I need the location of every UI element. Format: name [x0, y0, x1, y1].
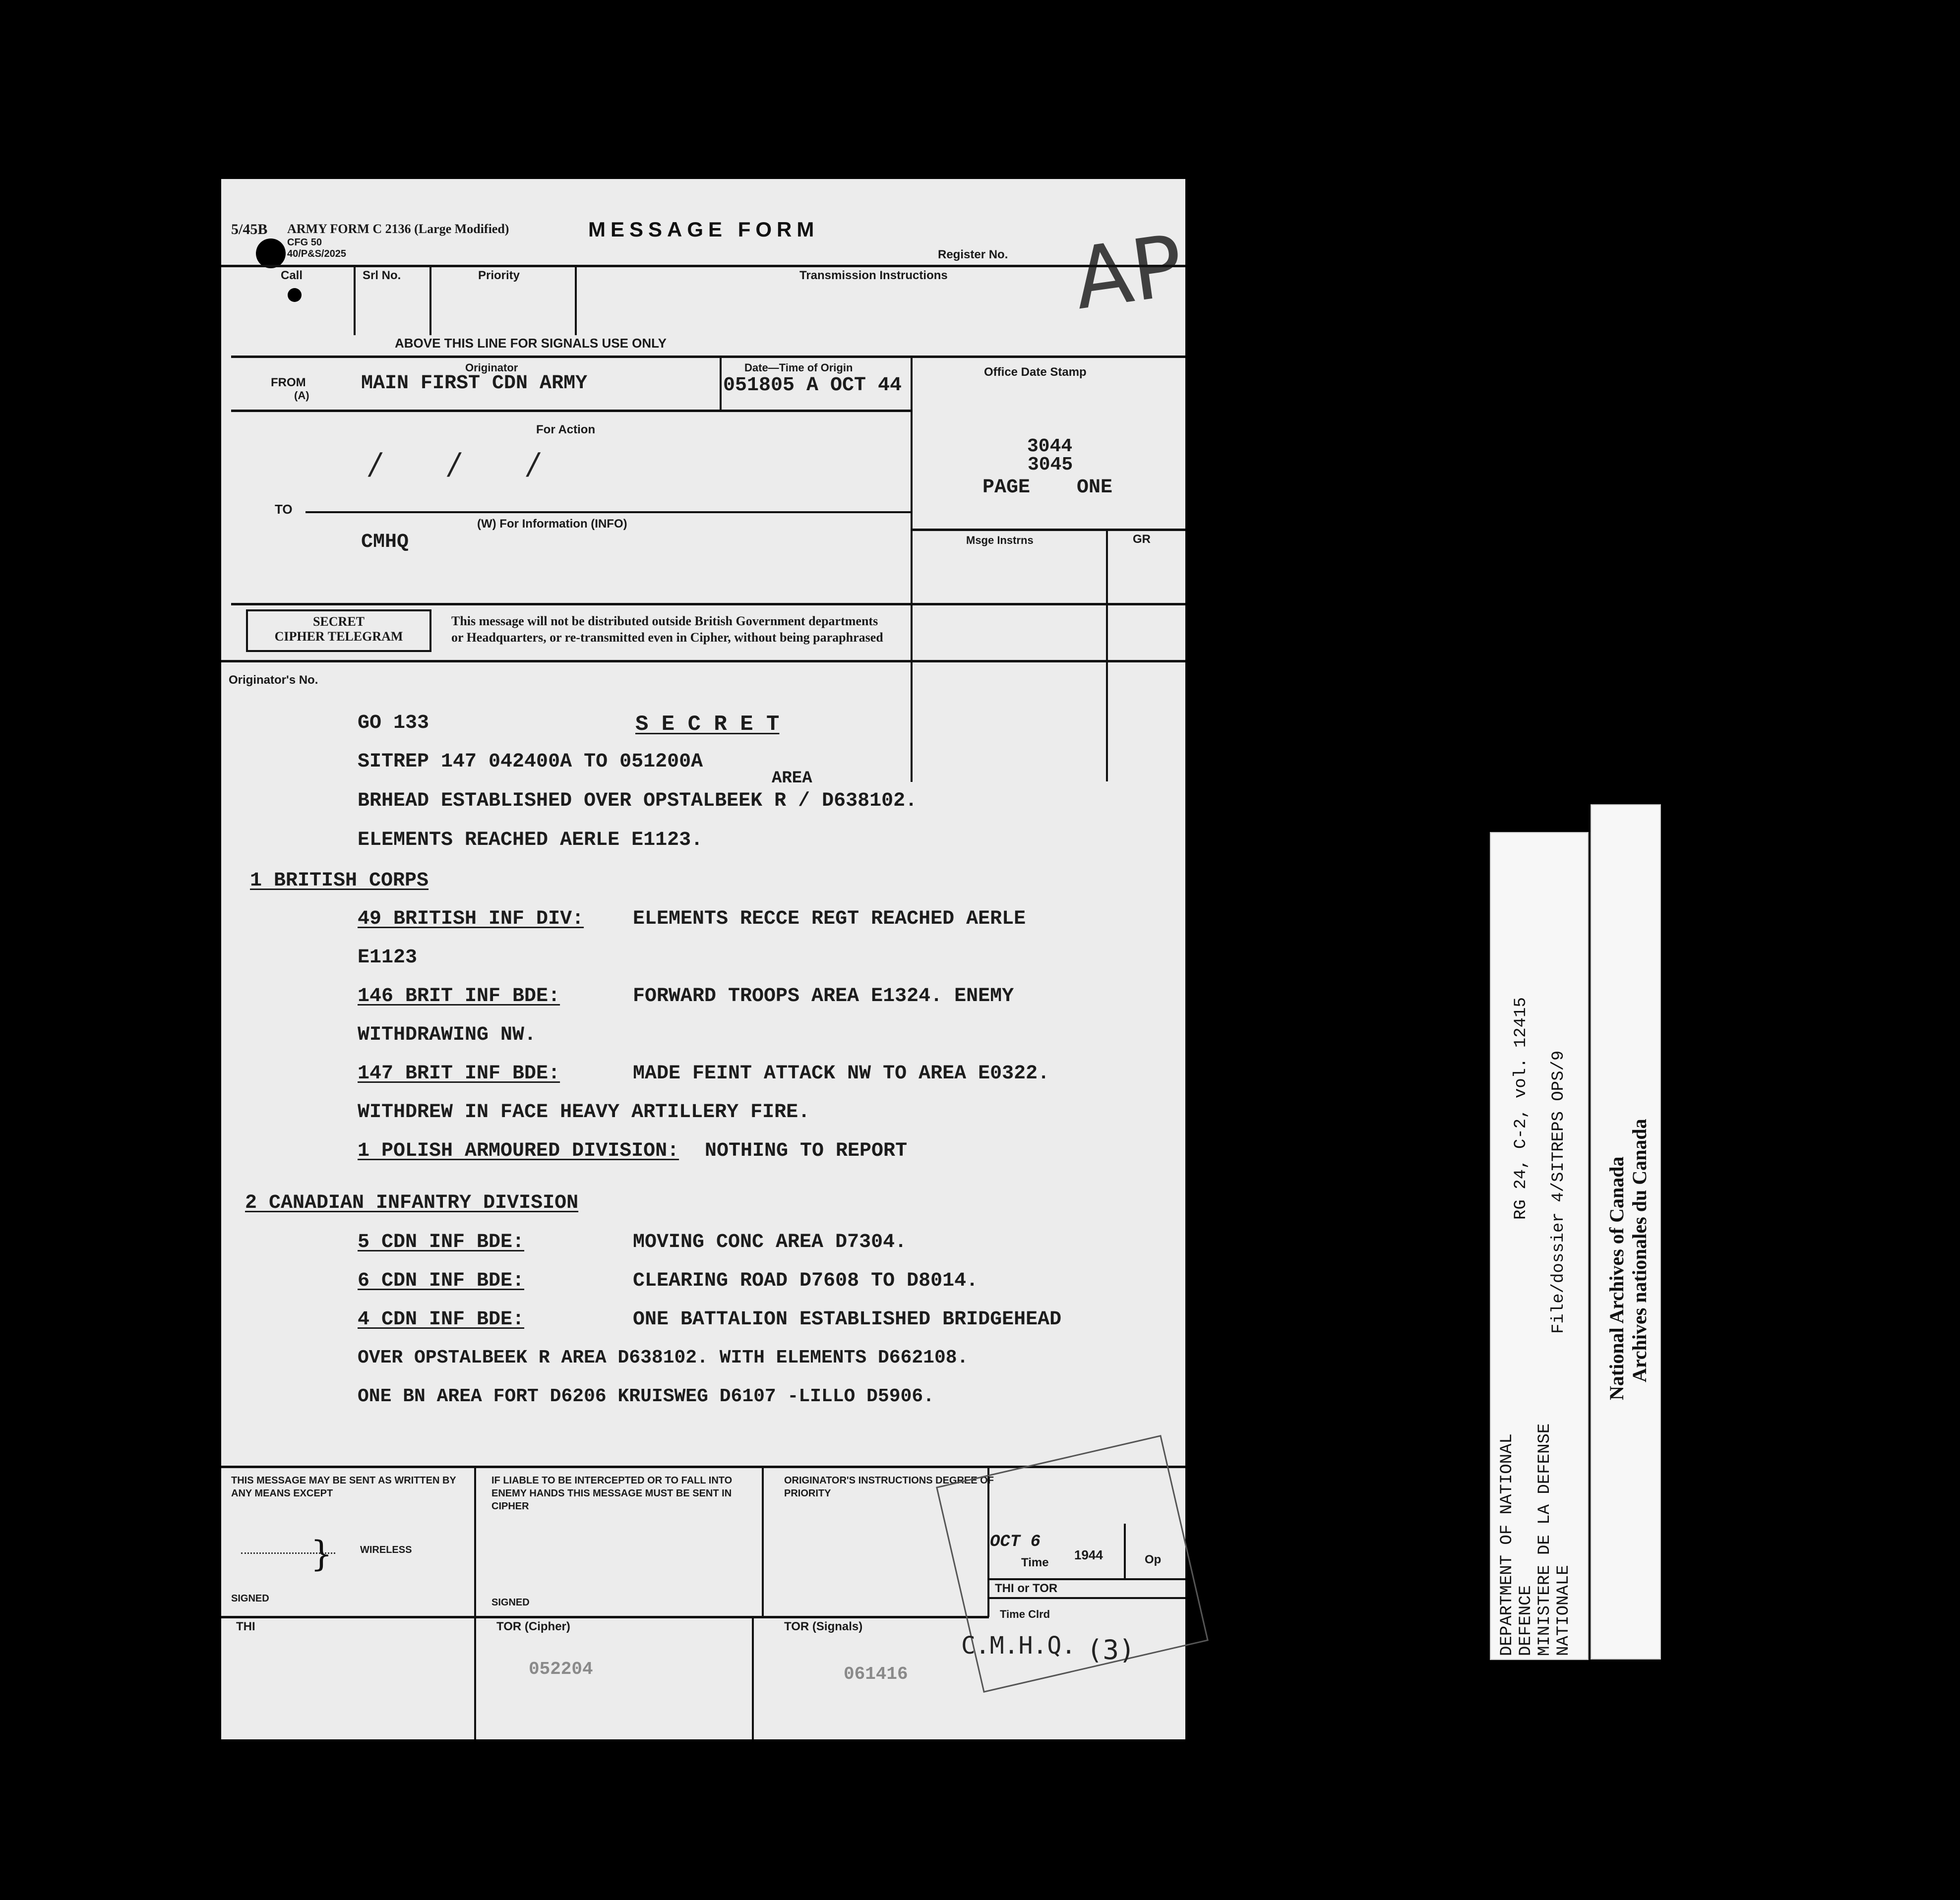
secret-cipher-box [246, 609, 431, 652]
form-name: ARMY FORM C 2136 (Large Modified) [287, 222, 509, 236]
stamp-number-2: 3045 [1028, 454, 1073, 475]
unit-146-text-2: WITHDRAWING NW. [358, 1024, 537, 1046]
unit-49-text-2: E1123 [358, 947, 418, 969]
unit-49-div: 49 BRITISH INF DIV: [358, 908, 584, 930]
unit-4-text-2: OVER OPSTALBEEK R AREA D638102. WITH ELEMENTS D662108. [358, 1347, 969, 1368]
from-label: FROM [271, 376, 306, 389]
brace-icon: } [310, 1534, 333, 1574]
form-number: 5/45B [231, 221, 268, 238]
srl-no-header: Srl No. [363, 269, 401, 282]
transmission-header: Transmission Instructions [799, 269, 948, 282]
footer-tor-cipher-label: TOR (Cipher) [496, 1620, 570, 1633]
unit-6-bde: 6 CDN INF BDE: [358, 1270, 525, 1292]
for-action-value: / / / [370, 447, 568, 481]
notice-line-2: or Headquarters, or re-transmitted even in Cipher, without being paraphrased [451, 630, 883, 645]
footer-time-clrd-label: Time Clrd [1000, 1608, 1050, 1620]
page-value: ONE [1077, 476, 1113, 499]
unit-5-text: MOVING CONC AREA D7304. [633, 1231, 907, 1253]
body-insert-area: AREA [772, 769, 812, 788]
nac-line-2: Archives nationales du Canada [1628, 1119, 1651, 1382]
footer-intercept: IF LIABLE TO BE INTERCEPTED OR TO FALL INTO ENEMY HANDS THIS MESSAGE MUST BE SENT IN CIPHER [491, 1475, 733, 1512]
form-code-1: CFG 50 [287, 237, 322, 248]
unit-6-text: CLEARING ROAD D7608 TO D8014. [633, 1270, 979, 1292]
footer-written: THIS MESSAGE MAY BE SENT AS WRITTEN BY ANY MEANS EXCEPT [231, 1475, 456, 1499]
archives-canada-label [1591, 804, 1661, 1660]
for-action-label: For Action [536, 423, 596, 436]
date-time-label: Date—Time of Origin [744, 361, 853, 374]
form-code-2: 40/P&S/2025 [287, 248, 346, 259]
secret-label: SECRET [312, 614, 365, 629]
stamp-number-1: 3044 [1027, 436, 1073, 457]
page-label: PAGE [982, 476, 1031, 499]
unit-4-text-3: ONE BN AREA FORT D6206 KRUISWEG D6107 -LILLO D5906. [358, 1386, 934, 1407]
nac-line-1: National Archives of Canada [1605, 1156, 1628, 1400]
unit-147-text-2: WITHDREW IN FACE HEAVY ARTILLERY FIRE. [358, 1101, 810, 1124]
cmhq-stamp: C.M.H.Q. [961, 1632, 1076, 1660]
message-ref: GO 133 [358, 712, 429, 734]
tor-signals-value: 061416 [844, 1664, 908, 1684]
footer-instructions: ORIGINATOR'S INSTRUCTIONS DEGREE OF PRIORITY [784, 1475, 994, 1499]
unit-polish-text: NOTHING TO REPORT [705, 1140, 908, 1162]
body-line-4: ELEMENTS REACHED AERLE E1123. [358, 829, 703, 851]
unit-5-bde: 5 CDN INF BDE: [358, 1231, 525, 1253]
footer-time-label: Time [1021, 1556, 1049, 1569]
originators-no-label: Originator's No. [229, 673, 318, 687]
originator-value: MAIN FIRST CDN ARMY [361, 372, 588, 395]
footer-op-label: Op [1145, 1553, 1162, 1566]
secret-heading: S E C R E T [635, 712, 780, 737]
unit-polish-div: 1 POLISH ARMOURED DIVISION: [358, 1140, 679, 1162]
unit-146-text: FORWARD TROOPS AREA E1324. ENEMY [633, 985, 1014, 1008]
punch-hole-icon [256, 238, 286, 268]
office-date-stamp-label: Office Date Stamp [984, 365, 1087, 379]
info-value: CMHQ [361, 531, 409, 553]
unit-4-text: ONE BATTALION ESTABLISHED BRIDGEHEAD [633, 1308, 1062, 1331]
ref-line-2: File/dossier 4/SITREPS OPS/9 [1549, 1050, 1568, 1334]
date-stamp: OCT 6 [990, 1533, 1041, 1551]
tor-cipher-value: 052204 [529, 1659, 593, 1679]
unit-147-text: MADE FEINT ATTACK NW TO AREA E0322. [633, 1063, 1050, 1085]
page-title: MESSAGE FORM [588, 218, 819, 241]
unit-146-bde: 146 BRIT INF BDE: [358, 985, 560, 1008]
dept-line-1: DEPARTMENT OF NATIONAL [1498, 1433, 1517, 1656]
footer-tor-signals-label: TOR (Signals) [784, 1620, 863, 1633]
archive-reference-label [1490, 832, 1589, 1660]
dept-line-3: MINISTERE DE LA DEFENSE [1535, 1423, 1554, 1656]
call-header: Call [281, 269, 303, 282]
footer-signed-2: SIGNED [491, 1597, 530, 1608]
body-line-2: SITREP 147 042400A TO 051200A [358, 751, 703, 773]
ref-line-1: RG 24, C-2, vol. 12415 [1512, 997, 1531, 1220]
footer-thi-tor-label: THI or TOR [995, 1582, 1058, 1595]
ink-dot-icon [288, 288, 302, 302]
message-form [221, 179, 1189, 1739]
a-label: (A) [294, 389, 309, 402]
footer-wireless: WIRELESS [360, 1544, 412, 1555]
footer-thi-label: THI [236, 1620, 255, 1633]
unit-4-bde: 4 CDN INF BDE: [358, 1308, 525, 1331]
signals-use-line: ABOVE THIS LINE FOR SIGNALS USE ONLY [395, 336, 667, 351]
heading-1-british-corps: 1 BRITISH CORPS [250, 870, 429, 892]
info-label: (W) For Information (INFO) [477, 517, 627, 531]
to-label: TO [275, 502, 293, 517]
unit-49-text: ELEMENTS RECCE REGT REACHED AERLE [633, 908, 1026, 930]
date-year: 1944 [1074, 1547, 1103, 1562]
priority-header: Priority [478, 269, 520, 282]
notice-line-1: This message will not be distributed outside British Government departments [451, 614, 878, 628]
cmhq-stamp-count: (3) [1087, 1634, 1135, 1665]
register-no-label: Register No. [938, 248, 1008, 261]
heading-2-canadian-div: 2 CANADIAN INFANTRY DIVISION [245, 1192, 579, 1214]
footer-signed: SIGNED [231, 1593, 269, 1604]
body-line-3: BRHEAD ESTABLISHED OVER OPSTALBEEK R / D638102. [358, 790, 918, 812]
gr-label: GR [1133, 533, 1151, 546]
dept-line-2: DEFENCE [1517, 1585, 1535, 1656]
handwritten-initials: AP [1068, 216, 1189, 329]
unit-147-bde: 147 BRIT INF BDE: [358, 1063, 560, 1085]
originator-label: Originator [465, 361, 518, 374]
mage-instrns-label: Msge Instrns [966, 534, 1034, 546]
cipher-telegram-label: CIPHER TELEGRAM [274, 629, 403, 644]
dept-line-4: NATIONALE [1554, 1565, 1573, 1656]
date-time-value: 051805 A OCT 44 [723, 374, 902, 397]
